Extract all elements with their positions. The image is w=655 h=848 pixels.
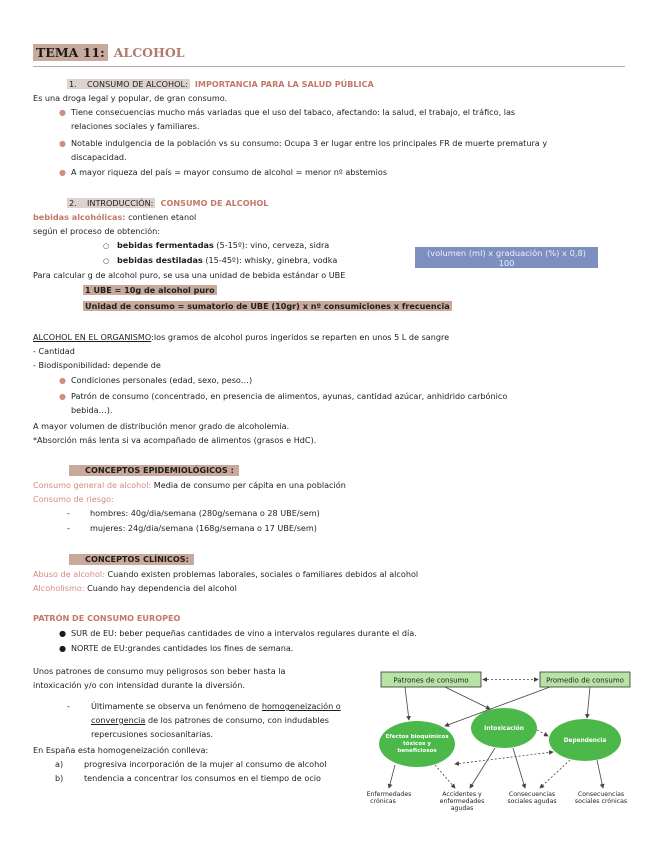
section-1-title: CONSUMO DE ALCOHOL: bbox=[87, 79, 188, 89]
page-title bbox=[33, 45, 185, 62]
formula-box bbox=[415, 247, 598, 268]
fermentadas-item bbox=[103, 240, 329, 251]
s1-bullet-1-cont: relaciones sociales y familiares. bbox=[71, 121, 200, 131]
epi-heading bbox=[69, 465, 239, 476]
patron-norte-text: NORTE de EU:grandes cantidades los fines de semana. bbox=[71, 643, 294, 653]
patrones-label: Patrones de consumo bbox=[393, 676, 469, 685]
abuso-def: Cuando existen problemas laborales, sociales o familiares debidos al alcohol bbox=[104, 569, 419, 579]
organismo-bullet-1-text: Condiciones personales (edad, sexo, peso…) bbox=[71, 375, 253, 385]
arrow-intox-o2 bbox=[470, 748, 495, 788]
efectos-label-3: beneficiosos bbox=[397, 748, 437, 754]
unidad-highlight: Unidad de consumo = sumatorio de UBE (10gr) x nº consumiciones x frecuencia bbox=[85, 301, 450, 311]
homog-post: de los patrones de consumo, con indudables bbox=[145, 715, 329, 725]
section-2-heading bbox=[67, 198, 268, 209]
espana-item-b bbox=[55, 773, 321, 784]
outcome-1-line-2: crónicas bbox=[370, 798, 396, 805]
biodisp-line: - Biodisponibilidad: depende de bbox=[33, 360, 161, 370]
section-1-subtitle: IMPORTANCIA PARA LA SALUD PÚBLICA bbox=[194, 79, 374, 89]
dash-icon: - bbox=[67, 523, 70, 533]
homogeneizacion-line-1 bbox=[67, 701, 341, 712]
abuso-term: Abuso de alcohol: bbox=[33, 569, 105, 579]
arrow-dep-o3 bbox=[540, 760, 570, 788]
s1-bullet-1-text: Tiene consecuencias mucho más variadas que el uso del tabaco, afectando: la salud, el trabajo, el tráfico, las bbox=[71, 107, 516, 117]
ube-definition bbox=[83, 285, 217, 296]
bullet-icon: ● bbox=[59, 108, 66, 117]
section-2-number: 2. bbox=[69, 198, 77, 208]
item-a-marker: a) bbox=[55, 759, 64, 769]
s1-intro: Es una droga legal y popular, de gran consumo. bbox=[33, 93, 228, 103]
bebidas-definition bbox=[33, 212, 196, 223]
destiladas-def: (15-45º): whisky, ginebra, vodka bbox=[202, 255, 338, 265]
efectos-label-2: tóxicos y bbox=[402, 741, 432, 747]
consumo-riesgo-term: Consumo de riesgo: bbox=[33, 494, 114, 504]
fermentadas-def: (5-15º): vino, cerveza, sidra bbox=[213, 240, 330, 250]
intoxicacion-label: Intoxicación bbox=[484, 726, 524, 732]
consumo-general bbox=[33, 480, 346, 491]
arrow-intox-o3 bbox=[513, 748, 525, 788]
mayor-volumen: A mayor volumen de distribución menor grado de alcoholemia. bbox=[33, 421, 290, 431]
clin-heading bbox=[69, 554, 194, 565]
s1-bullet-2 bbox=[59, 138, 547, 150]
patron-p2: intoxicación y/o con intensidad durante la diversión. bbox=[33, 680, 245, 690]
s1-bullet-1 bbox=[59, 107, 515, 119]
outcome-2-line-2: enfermedades bbox=[439, 798, 485, 805]
dash-icon: - bbox=[67, 701, 70, 711]
outcome-4-line-2: sociales crónicas bbox=[574, 798, 628, 805]
consumo-general-term: Consumo general de alcohol: bbox=[33, 480, 152, 490]
bullet-icon: ● bbox=[59, 392, 66, 401]
abuso-line bbox=[33, 569, 418, 580]
arrow-patrones-intox bbox=[445, 687, 490, 709]
proceso-line: según el proceso de obtención: bbox=[33, 226, 160, 236]
promedio-label: Promedio de consumo bbox=[546, 676, 624, 685]
outcome-1-line-1: Enfermedades bbox=[366, 791, 412, 798]
espana-line: En España esta homogeneización conlleva: bbox=[33, 745, 209, 755]
patron-norte bbox=[59, 643, 293, 654]
outcome-4-line-1: Consecuencias bbox=[577, 791, 625, 798]
item-a-text: progresiva incorporación de la mujer al consumo de alcohol bbox=[84, 759, 327, 769]
s1-bullet-3-text: A mayor riqueza del país = mayor consumo de alcohol = menor nº abstemios bbox=[71, 167, 388, 177]
formula-denominator: 100 bbox=[498, 258, 515, 268]
absorcion-note: *Absorción más lenta si va acompañado de alimentos (grasos e HdC). bbox=[33, 435, 317, 445]
efectos-label-1: Efectos bioquímicos bbox=[385, 734, 449, 740]
organismo-bullet-2 bbox=[59, 391, 507, 403]
homog-term: homogeneización o bbox=[261, 701, 341, 711]
cantidad-line: - Cantidad bbox=[33, 346, 75, 356]
arrow-patrones-efectos bbox=[405, 687, 409, 720]
alcoholismo-line bbox=[33, 583, 237, 594]
circle-bullet-icon: ○ bbox=[103, 257, 110, 265]
riesgo-hombres-text: hombres: 40g/dia/semana (280g/semana o 28 UBE/sem) bbox=[90, 508, 320, 518]
organismo-bullet-2-cont: bebida…). bbox=[71, 405, 113, 415]
section-2-subtitle: CONSUMO DE ALCOHOL bbox=[160, 198, 269, 208]
espana-item-a bbox=[55, 759, 326, 770]
outcome-3-line-1: Consecuencias bbox=[508, 791, 556, 798]
destiladas-item bbox=[103, 255, 337, 266]
bullet-icon: ● bbox=[59, 168, 66, 177]
patron-sur-text: SUR de EU: beber pequeñas cantidades de vino a intervalos regulares durante el día. bbox=[71, 628, 417, 638]
title-label: TEMA 11: bbox=[33, 44, 108, 61]
organismo-term: ALCOHOL EN EL ORGANISMO bbox=[33, 332, 152, 342]
homogeneizacion-line-2 bbox=[91, 715, 329, 726]
consumption-diagram bbox=[366, 668, 635, 828]
outcome-2-line-3: agudas bbox=[450, 805, 474, 812]
organismo-line bbox=[33, 332, 449, 343]
arrow-dep-efectos bbox=[455, 752, 553, 764]
organismo-text: :los gramos de alcohol puros ingeridos se reparten en unos 5 L de sangre bbox=[151, 332, 450, 342]
arrow-intox-dependencia bbox=[537, 730, 548, 736]
organismo-bullet-1 bbox=[59, 375, 252, 387]
arrow-efectos-o1 bbox=[389, 765, 395, 788]
ube-highlight: 1 UBE = 10g de alcohol puro bbox=[85, 285, 215, 295]
alcoholismo-term: Alcoholismo: bbox=[33, 583, 85, 593]
outcome-2-line-1: Accidentes y bbox=[442, 791, 482, 798]
section-1-heading bbox=[67, 79, 374, 90]
riesgo-mujeres bbox=[67, 523, 317, 534]
bullet-icon: ● bbox=[59, 628, 67, 638]
item-b-text: tendencia a concentrar los consumos en el tiempo de ocio bbox=[84, 773, 321, 783]
destiladas-term: bebidas destiladas bbox=[117, 255, 203, 265]
bebidas-term: bebidas alcohólicas: bbox=[33, 212, 126, 222]
arrow-efectos-o2 bbox=[435, 765, 455, 788]
s1-bullet-2-cont: discapacidad. bbox=[71, 152, 127, 162]
arrow-promedio-dependencia bbox=[587, 687, 590, 718]
homogeneizacion-line-3: repercusiones sociosanitarias. bbox=[91, 729, 214, 739]
section-1-number: 1. bbox=[69, 79, 77, 89]
riesgo-hombres bbox=[67, 508, 320, 519]
item-b-marker: b) bbox=[55, 773, 64, 783]
consumo-general-def: Media de consumo per cápita en una población bbox=[151, 480, 346, 490]
bullet-icon: ● bbox=[59, 139, 66, 148]
bullet-icon: ● bbox=[59, 643, 67, 653]
consumo-riesgo bbox=[33, 494, 114, 505]
outcome-3-line-2: sociales agudas bbox=[507, 798, 557, 805]
patron-sur bbox=[59, 628, 417, 639]
convergencia-term: convergencia bbox=[91, 715, 146, 725]
alcoholismo-def: Cuando hay dependencia del alcohol bbox=[84, 583, 237, 593]
fermentadas-term: bebidas fermentadas bbox=[117, 240, 214, 250]
dependencia-label: Dependencia bbox=[563, 738, 607, 744]
epi-heading-text: CONCEPTOS EPIDEMIOLÓGICOS : bbox=[69, 465, 239, 476]
s1-bullet-2-text: Notable indulgencia de la población vs su consumo: Ocupa 3 er lugar entre los principales FR de muerte prematura y bbox=[71, 138, 548, 148]
arrow-dep-o4 bbox=[597, 760, 603, 788]
calc-line: Para calcular g de alcohol puro, se usa una unidad de bebida estándar o UBE bbox=[33, 270, 346, 280]
section-2-title: INTRODUCCIÓN: bbox=[87, 198, 154, 208]
bebidas-def: contienen etanol bbox=[125, 212, 197, 222]
formula-numerator: (volumen (ml) x graduación (%) x 0,8) bbox=[426, 248, 587, 258]
patron-heading: PATRÓN DE CONSUMO EUROPEO bbox=[33, 613, 181, 623]
riesgo-mujeres-text: mujeres: 24g/dia/semana (168g/semana o 17 UBE/sem) bbox=[90, 523, 317, 533]
dash-icon: - bbox=[67, 508, 70, 518]
patron-p1: Unos patrones de consumo muy peligrosos son beber hasta la bbox=[33, 666, 286, 676]
organismo-bullet-2-text: Patrón de consumo (concentrado, en presencia de alimentos, ayunas, cantidad azúcar, anhidrido carbónico bbox=[71, 391, 508, 401]
title-topic: ALCOHOL bbox=[113, 45, 185, 60]
circle-bullet-icon: ○ bbox=[103, 242, 110, 250]
title-divider bbox=[33, 66, 625, 67]
bullet-icon: ● bbox=[59, 376, 66, 385]
clin-heading-text: CONCEPTOS CLÍNICOS: bbox=[69, 554, 194, 565]
unidad-consumo bbox=[83, 301, 452, 312]
homog-pre: Últimamente se observa un fenómeno de bbox=[91, 701, 262, 711]
s1-bullet-3 bbox=[59, 167, 387, 179]
